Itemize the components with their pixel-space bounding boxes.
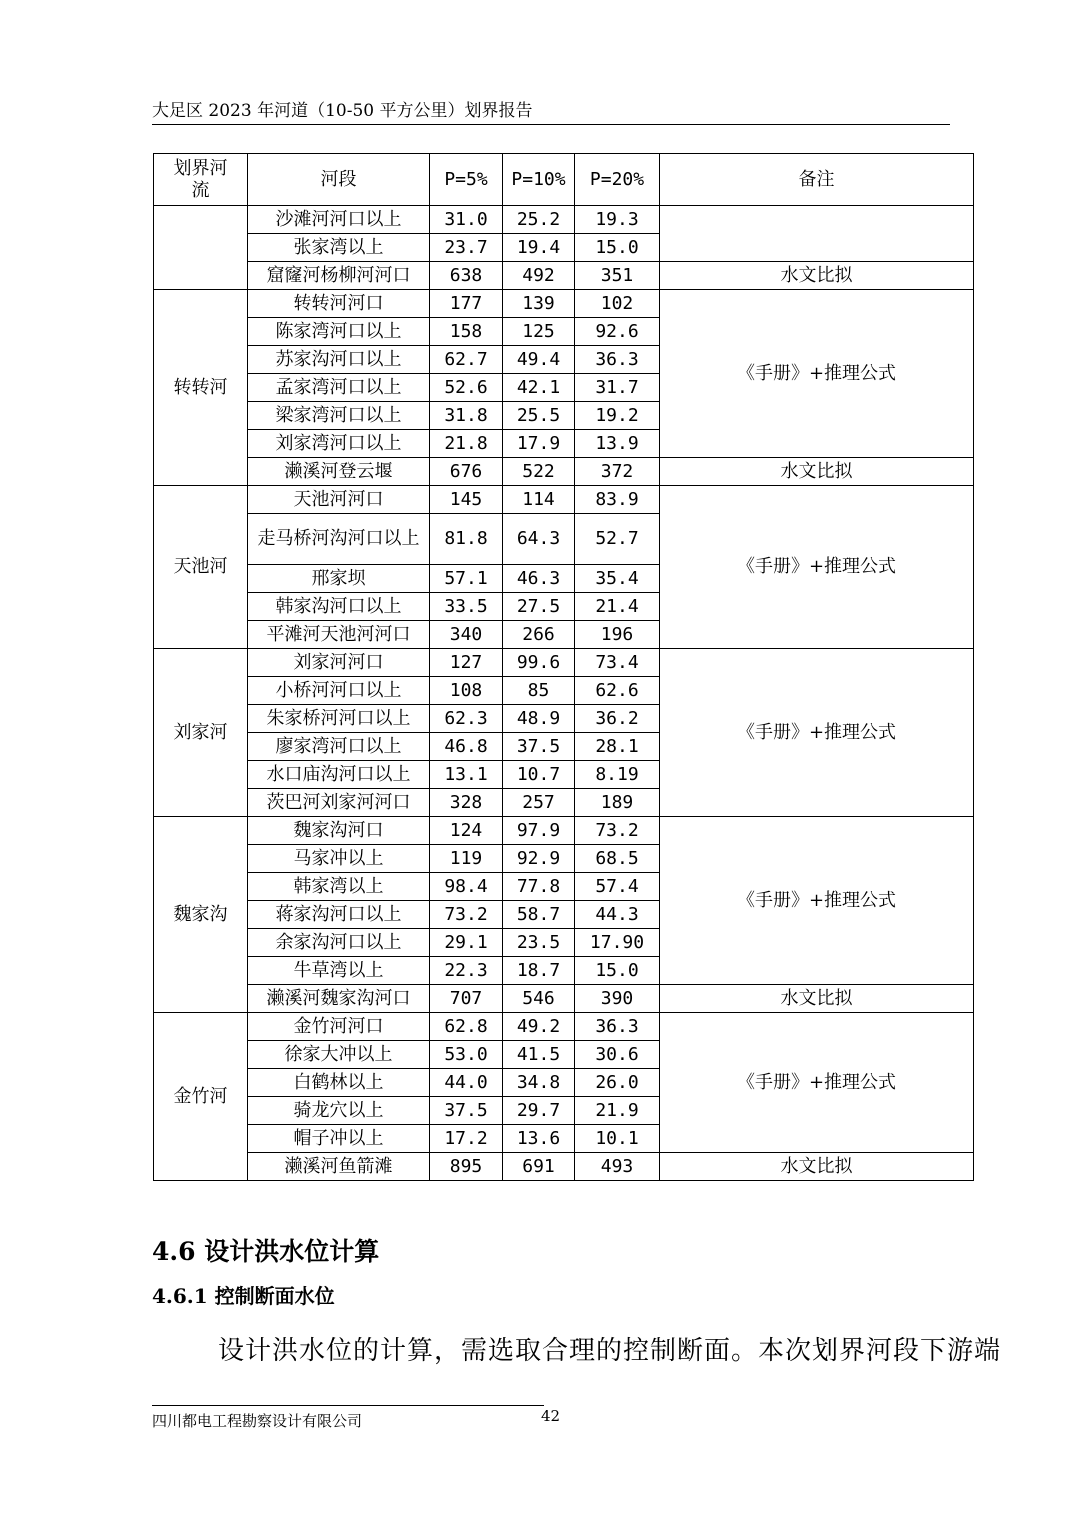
- table-row: [154, 206, 974, 234]
- river-name-cell: 转转河: [154, 290, 248, 486]
- value-cell-p10: 125: [503, 318, 575, 346]
- value-cell-p5: 52.6: [430, 374, 503, 402]
- notes-cell: 《手册》+推理公式: [660, 649, 974, 817]
- value-cell-p20: 73.2: [575, 817, 660, 845]
- value-cell-p5: 707: [430, 985, 503, 1013]
- value-cell-p10: 64.3: [503, 514, 575, 565]
- segment-cell: 张家湾以上: [248, 234, 430, 262]
- value-cell-p5: 177: [430, 290, 503, 318]
- segment-cell: 马家冲以上: [248, 845, 430, 873]
- notes-cell: 《手册》+推理公式: [660, 486, 974, 649]
- value-cell-p10: 139: [503, 290, 575, 318]
- segment-cell: 牛草湾以上: [248, 957, 430, 985]
- value-cell-p5: 57.1: [430, 565, 503, 593]
- value-cell-p5: 119: [430, 845, 503, 873]
- notes-cell: 水文比拟: [660, 985, 974, 1013]
- value-cell-p5: 44.0: [430, 1069, 503, 1097]
- segment-cell: 陈家湾河口以上: [248, 318, 430, 346]
- table-row: [154, 1013, 974, 1041]
- segment-cell: 白鹤林以上: [248, 1069, 430, 1097]
- value-cell-p10: 42.1: [503, 374, 575, 402]
- value-cell-p5: 98.4: [430, 873, 503, 901]
- value-cell-p20: 44.3: [575, 901, 660, 929]
- value-cell-p10: 48.9: [503, 705, 575, 733]
- value-cell-p20: 83.9: [575, 486, 660, 514]
- segment-cell: 蒋家沟河口以上: [248, 901, 430, 929]
- value-cell-p10: 77.8: [503, 873, 575, 901]
- segment-cell: 韩家沟河口以上: [248, 593, 430, 621]
- notes-cell: 《手册》+推理公式: [660, 817, 974, 985]
- value-cell-p5: 22.3: [430, 957, 503, 985]
- header-p5: P=5%: [430, 154, 503, 206]
- segment-cell: 苏家沟河口以上: [248, 346, 430, 374]
- river-name-cell: 魏家沟: [154, 817, 248, 1013]
- value-cell-p20: 493: [575, 1153, 660, 1181]
- segment-cell: 走马桥河沟河口以上: [248, 514, 430, 565]
- segment-cell: 孟家湾河口以上: [248, 374, 430, 402]
- river-name-cell: 金竹河: [154, 1013, 248, 1181]
- value-cell-p5: 23.7: [430, 234, 503, 262]
- value-cell-p10: 49.4: [503, 346, 575, 374]
- flood-discharge-table: [153, 153, 974, 1181]
- segment-cell: 金竹河河口: [248, 1013, 430, 1041]
- value-cell-p20: 21.9: [575, 1097, 660, 1125]
- value-cell-p20: 19.3: [575, 206, 660, 234]
- notes-cell: 《手册》+推理公式: [660, 1013, 974, 1153]
- value-cell-p5: 108: [430, 677, 503, 705]
- value-cell-p10: 27.5: [503, 593, 575, 621]
- table-row: [154, 458, 974, 486]
- river-name-cell: [154, 206, 248, 290]
- value-cell-p10: 10.7: [503, 761, 575, 789]
- value-cell-p20: 73.4: [575, 649, 660, 677]
- value-cell-p20: 35.4: [575, 565, 660, 593]
- table-row: [154, 985, 974, 1013]
- segment-cell: 转转河河口: [248, 290, 430, 318]
- value-cell-p20: 15.0: [575, 234, 660, 262]
- value-cell-p5: 81.8: [430, 514, 503, 565]
- value-cell-p10: 58.7: [503, 901, 575, 929]
- value-cell-p10: 492: [503, 262, 575, 290]
- value-cell-p5: 62.3: [430, 705, 503, 733]
- value-cell-p5: 21.8: [430, 430, 503, 458]
- value-cell-p5: 53.0: [430, 1041, 503, 1069]
- value-cell-p20: 68.5: [575, 845, 660, 873]
- value-cell-p10: 97.9: [503, 817, 575, 845]
- value-cell-p20: 57.4: [575, 873, 660, 901]
- value-cell-p5: 62.8: [430, 1013, 503, 1041]
- value-cell-p10: 99.6: [503, 649, 575, 677]
- value-cell-p5: 31.0: [430, 206, 503, 234]
- segment-cell: 濑溪河魏家沟河口: [248, 985, 430, 1013]
- header-segment: 河段: [248, 154, 430, 206]
- value-cell-p5: 29.1: [430, 929, 503, 957]
- segment-cell: 余家沟河口以上: [248, 929, 430, 957]
- value-cell-p20: 390: [575, 985, 660, 1013]
- value-cell-p10: 25.2: [503, 206, 575, 234]
- page-number: 42: [541, 1407, 561, 1425]
- value-cell-p10: 41.5: [503, 1041, 575, 1069]
- header-rule: [152, 124, 950, 125]
- table-row: [154, 290, 974, 318]
- table-header-row: [154, 154, 974, 206]
- value-cell-p5: 46.8: [430, 733, 503, 761]
- value-cell-p20: 30.6: [575, 1041, 660, 1069]
- value-cell-p10: 691: [503, 1153, 575, 1181]
- segment-cell: 窟窿河杨柳河河口: [248, 262, 430, 290]
- value-cell-p20: 196: [575, 621, 660, 649]
- segment-cell: 濑溪河登云堰: [248, 458, 430, 486]
- segment-cell: 天池河河口: [248, 486, 430, 514]
- notes-cell: 《手册》+推理公式: [660, 290, 974, 458]
- value-cell-p5: 62.7: [430, 346, 503, 374]
- value-cell-p20: 36.3: [575, 1013, 660, 1041]
- value-cell-p20: 92.6: [575, 318, 660, 346]
- segment-cell: 朱家桥河河口以上: [248, 705, 430, 733]
- segment-cell: 刘家河河口: [248, 649, 430, 677]
- value-cell-p5: 676: [430, 458, 503, 486]
- segment-cell: 小桥河河口以上: [248, 677, 430, 705]
- value-cell-p5: 145: [430, 486, 503, 514]
- value-cell-p10: 546: [503, 985, 575, 1013]
- segment-cell: 茨巴河刘家河河口: [248, 789, 430, 817]
- subsection-heading: 4.6.1 控制断面水位: [152, 1284, 335, 1308]
- value-cell-p5: 638: [430, 262, 503, 290]
- header-river: 划界河流: [154, 154, 248, 206]
- value-cell-p20: 28.1: [575, 733, 660, 761]
- table-row: [154, 649, 974, 677]
- value-cell-p10: 29.7: [503, 1097, 575, 1125]
- segment-cell: 水口庙沟河口以上: [248, 761, 430, 789]
- section-heading: 4.6 设计洪水位计算: [152, 1237, 380, 1266]
- value-cell-p10: 13.6: [503, 1125, 575, 1153]
- value-cell-p20: 62.6: [575, 677, 660, 705]
- segment-cell: 魏家沟河口: [248, 817, 430, 845]
- value-cell-p5: 895: [430, 1153, 503, 1181]
- segment-cell: 沙滩河河口以上: [248, 206, 430, 234]
- value-cell-p5: 17.2: [430, 1125, 503, 1153]
- value-cell-p20: 36.3: [575, 346, 660, 374]
- value-cell-p10: 19.4: [503, 234, 575, 262]
- value-cell-p5: 340: [430, 621, 503, 649]
- value-cell-p20: 36.2: [575, 705, 660, 733]
- value-cell-p20: 102: [575, 290, 660, 318]
- footer-company: 四川都电工程勘察设计有限公司: [152, 1412, 363, 1430]
- segment-cell: 骑龙穴以上: [248, 1097, 430, 1125]
- segment-cell: 邢家坝: [248, 565, 430, 593]
- header-p20: P=20%: [575, 154, 660, 206]
- body-paragraph: 设计洪水位的计算，需选取合理的控制断面。本次划界河段下游端: [218, 1336, 1002, 1366]
- value-cell-p10: 46.3: [503, 565, 575, 593]
- value-cell-p20: 52.7: [575, 514, 660, 565]
- segment-cell: 廖家湾河口以上: [248, 733, 430, 761]
- river-name-cell: 刘家河: [154, 649, 248, 817]
- value-cell-p20: 372: [575, 458, 660, 486]
- segment-cell: 刘家湾河口以上: [248, 430, 430, 458]
- value-cell-p10: 18.7: [503, 957, 575, 985]
- notes-cell: 水文比拟: [660, 1153, 974, 1181]
- segment-cell: 韩家湾以上: [248, 873, 430, 901]
- value-cell-p10: 34.8: [503, 1069, 575, 1097]
- value-cell-p5: 124: [430, 817, 503, 845]
- value-cell-p5: 33.5: [430, 593, 503, 621]
- value-cell-p5: 158: [430, 318, 503, 346]
- value-cell-p20: 8.19: [575, 761, 660, 789]
- table-row: [154, 262, 974, 290]
- table-body: [154, 206, 974, 1181]
- segment-cell: 平滩河天池河河口: [248, 621, 430, 649]
- value-cell-p20: 17.90: [575, 929, 660, 957]
- value-cell-p20: 26.0: [575, 1069, 660, 1097]
- segment-cell: 帽子冲以上: [248, 1125, 430, 1153]
- page-header-title: 大足区 2023 年河道（10-50 平方公里）划界报告: [152, 101, 533, 121]
- footer-rule: [152, 1405, 544, 1406]
- header-notes: 备注: [660, 154, 974, 206]
- header-p10: P=10%: [503, 154, 575, 206]
- table-row: [154, 1153, 974, 1181]
- value-cell-p5: 73.2: [430, 901, 503, 929]
- value-cell-p10: 114: [503, 486, 575, 514]
- value-cell-p5: 13.1: [430, 761, 503, 789]
- value-cell-p20: 351: [575, 262, 660, 290]
- river-name-cell: 天池河: [154, 486, 248, 649]
- value-cell-p20: 21.4: [575, 593, 660, 621]
- segment-cell: 濑溪河鱼箭滩: [248, 1153, 430, 1181]
- value-cell-p5: 328: [430, 789, 503, 817]
- value-cell-p10: 25.5: [503, 402, 575, 430]
- value-cell-p10: 266: [503, 621, 575, 649]
- value-cell-p20: 19.2: [575, 402, 660, 430]
- table-row: [154, 817, 974, 845]
- notes-cell: [660, 206, 974, 262]
- value-cell-p20: 15.0: [575, 957, 660, 985]
- value-cell-p20: 189: [575, 789, 660, 817]
- value-cell-p5: 127: [430, 649, 503, 677]
- segment-cell: 梁家湾河口以上: [248, 402, 430, 430]
- value-cell-p5: 37.5: [430, 1097, 503, 1125]
- value-cell-p10: 23.5: [503, 929, 575, 957]
- value-cell-p20: 10.1: [575, 1125, 660, 1153]
- value-cell-p10: 85: [503, 677, 575, 705]
- value-cell-p10: 49.2: [503, 1013, 575, 1041]
- value-cell-p10: 92.9: [503, 845, 575, 873]
- value-cell-p5: 31.8: [430, 402, 503, 430]
- value-cell-p20: 13.9: [575, 430, 660, 458]
- value-cell-p10: 257: [503, 789, 575, 817]
- value-cell-p10: 522: [503, 458, 575, 486]
- value-cell-p20: 31.7: [575, 374, 660, 402]
- notes-cell: 水文比拟: [660, 262, 974, 290]
- value-cell-p10: 17.9: [503, 430, 575, 458]
- value-cell-p10: 37.5: [503, 733, 575, 761]
- notes-cell: 水文比拟: [660, 458, 974, 486]
- table-row: [154, 486, 974, 514]
- segment-cell: 徐家大冲以上: [248, 1041, 430, 1069]
